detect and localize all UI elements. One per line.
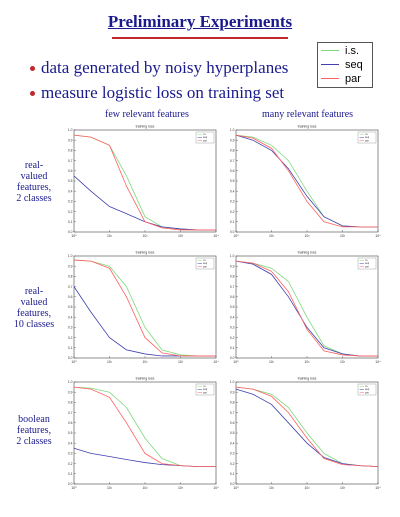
y-tick-label: 0.2 bbox=[229, 335, 235, 340]
legend-item-seq bbox=[321, 58, 363, 71]
x-tick-label: 10¹ bbox=[268, 234, 275, 238]
y-tick-label: 0.5 bbox=[67, 305, 73, 310]
y-tick-label: 0.9 bbox=[229, 390, 235, 395]
x-tick-label: 10⁰ bbox=[233, 486, 239, 490]
row-label-line: features, bbox=[16, 308, 52, 319]
plot-title: training loss bbox=[135, 250, 155, 255]
row-label-line: features, bbox=[16, 425, 52, 436]
plot-many-real-10 bbox=[224, 246, 382, 368]
mini-legend-label: seq bbox=[203, 262, 208, 266]
y-tick-label: 0.2 bbox=[67, 335, 73, 340]
plot-few-real-2 bbox=[62, 120, 220, 242]
row-label-line: boolean bbox=[18, 414, 50, 425]
x-tick-label: 10⁴ bbox=[375, 234, 381, 238]
y-tick-label: 0.4 bbox=[229, 315, 235, 320]
y-tick-label: 0.4 bbox=[67, 315, 73, 320]
y-tick-label: 0.6 bbox=[67, 421, 73, 425]
mini-legend-label: par bbox=[365, 139, 369, 143]
mini-legend-label: par bbox=[365, 265, 369, 269]
plot-title: training loss bbox=[297, 376, 317, 381]
y-tick-label: 0.0 bbox=[67, 356, 73, 361]
y-tick-label: 0.4 bbox=[229, 441, 235, 446]
y-tick-label: 0.1 bbox=[229, 472, 235, 476]
y-tick-label: 0.7 bbox=[229, 158, 235, 163]
y-tick-label: 0.2 bbox=[67, 209, 73, 214]
y-tick-label: 0.5 bbox=[229, 431, 235, 436]
y-tick-label: 1.0 bbox=[229, 380, 235, 385]
row-label-line: valued bbox=[20, 171, 48, 182]
y-tick-label: 0.9 bbox=[67, 138, 73, 143]
plot-title: training loss bbox=[135, 376, 155, 381]
bullet-item bbox=[30, 58, 288, 78]
x-tick-label: 10² bbox=[142, 234, 148, 238]
page-title: Preliminary Experiments bbox=[107, 12, 293, 31]
y-tick-label: 0.8 bbox=[67, 274, 73, 279]
y-tick-label: 0.5 bbox=[229, 305, 235, 310]
mini-legend-label: seq bbox=[365, 136, 370, 140]
row-label-2 bbox=[6, 286, 62, 330]
bullet-dot-icon bbox=[30, 66, 35, 71]
mini-legend-label: i.s. bbox=[203, 259, 207, 262]
row-label-line: 2 classes bbox=[16, 193, 52, 204]
mini-legend-label: i.s. bbox=[365, 259, 369, 262]
plot-frame bbox=[74, 382, 216, 484]
plot-frame bbox=[74, 256, 216, 358]
y-tick-label: 0.1 bbox=[229, 220, 235, 224]
legend-label: i.s. bbox=[345, 44, 360, 57]
plot-title: training loss bbox=[297, 124, 317, 129]
legend-label: par bbox=[345, 72, 361, 85]
y-tick-label: 0.0 bbox=[229, 230, 235, 235]
y-tick-label: 0.8 bbox=[229, 274, 235, 279]
y-tick-label: 0.5 bbox=[67, 179, 73, 184]
y-tick-label: 0.5 bbox=[67, 431, 73, 436]
y-tick-label: 0.0 bbox=[229, 482, 235, 487]
y-tick-label: 0.0 bbox=[67, 230, 73, 235]
y-tick-label: 0.3 bbox=[229, 451, 235, 456]
x-tick-label: 10² bbox=[142, 360, 148, 364]
x-tick-label: 10¹ bbox=[268, 486, 275, 490]
y-tick-label: 0.7 bbox=[229, 284, 235, 289]
y-tick-label: 0.1 bbox=[67, 472, 73, 476]
mini-legend-label: seq bbox=[365, 388, 370, 392]
x-tick-label: 10¹ bbox=[268, 360, 275, 364]
x-tick-label: 10⁴ bbox=[375, 360, 381, 364]
x-tick-label: 10⁰ bbox=[233, 360, 239, 364]
bullet-text: measure logistic loss on training set bbox=[41, 83, 285, 102]
legend-label: seq bbox=[345, 58, 363, 71]
row-label-line: 2 classes bbox=[16, 436, 52, 447]
y-tick-label: 0.8 bbox=[229, 400, 235, 405]
y-tick-label: 0.0 bbox=[229, 356, 235, 361]
x-tick-label: 10² bbox=[304, 360, 310, 364]
y-tick-label: 0.2 bbox=[67, 461, 73, 466]
y-tick-label: 1.0 bbox=[67, 128, 73, 133]
y-tick-label: 0.2 bbox=[229, 209, 235, 214]
x-tick-label: 10³ bbox=[177, 234, 184, 238]
y-tick-label: 0.3 bbox=[229, 325, 235, 330]
mini-legend-label: i.s. bbox=[203, 385, 207, 388]
mini-legend-label: par bbox=[365, 391, 369, 395]
bullet-text: data generated by noisy hyperplanes bbox=[41, 58, 289, 77]
plot-frame bbox=[236, 130, 378, 232]
x-tick-label: 10³ bbox=[177, 360, 184, 364]
row-label-1 bbox=[6, 160, 62, 204]
legend-swatch-is bbox=[321, 50, 339, 51]
row-label-line: valued bbox=[20, 297, 48, 308]
x-tick-label: 10¹ bbox=[106, 360, 113, 364]
x-tick-label: 10⁰ bbox=[71, 234, 77, 238]
row-label-line: features, bbox=[16, 182, 52, 193]
plot-title: training loss bbox=[135, 124, 155, 129]
y-tick-label: 0.5 bbox=[229, 179, 235, 184]
x-tick-label: 10² bbox=[304, 486, 310, 490]
column-header-few: few relevant features bbox=[105, 109, 189, 120]
y-tick-label: 0.9 bbox=[229, 138, 235, 143]
y-tick-label: 0.1 bbox=[229, 346, 235, 350]
y-tick-label: 0.7 bbox=[67, 158, 73, 163]
row-label-line: real- bbox=[24, 286, 44, 297]
x-tick-label: 10³ bbox=[339, 486, 346, 490]
plot-frame bbox=[236, 256, 378, 358]
y-tick-label: 0.3 bbox=[229, 199, 235, 204]
y-tick-label: 0.9 bbox=[67, 390, 73, 395]
column-header-many: many relevant features bbox=[262, 109, 354, 120]
y-tick-label: 0.7 bbox=[67, 284, 73, 289]
y-tick-label: 0.6 bbox=[229, 421, 235, 425]
legend-item-par bbox=[321, 72, 361, 85]
mini-legend-label: seq bbox=[365, 262, 370, 266]
mini-legend-label: par bbox=[203, 139, 207, 143]
y-tick-label: 0.6 bbox=[229, 295, 235, 299]
y-tick-label: 0.4 bbox=[67, 189, 73, 194]
plot-title: training loss bbox=[297, 250, 317, 255]
x-tick-label: 10¹ bbox=[106, 234, 113, 238]
x-tick-label: 10⁰ bbox=[71, 360, 77, 364]
x-tick-label: 10⁰ bbox=[71, 486, 77, 490]
y-tick-label: 0.3 bbox=[67, 451, 73, 456]
legend-item-is bbox=[321, 44, 359, 57]
x-tick-label: 10⁴ bbox=[213, 486, 219, 490]
y-tick-label: 1.0 bbox=[67, 380, 73, 385]
y-tick-label: 0.8 bbox=[67, 148, 73, 153]
legend-swatch-seq bbox=[321, 64, 339, 65]
row-label-line: real- bbox=[24, 160, 44, 171]
y-tick-label: 1.0 bbox=[229, 128, 235, 133]
legend bbox=[317, 42, 373, 88]
mini-legend-label: seq bbox=[203, 136, 208, 140]
y-tick-label: 0.7 bbox=[229, 410, 235, 415]
plot-many-real-2 bbox=[224, 120, 382, 242]
y-tick-label: 1.0 bbox=[67, 254, 73, 259]
mini-legend-label: i.s. bbox=[365, 385, 369, 388]
mini-legend-label: seq bbox=[203, 388, 208, 392]
x-tick-label: 10¹ bbox=[106, 486, 113, 490]
x-tick-label: 10⁰ bbox=[233, 234, 239, 238]
bullet-dot-icon bbox=[30, 91, 35, 96]
bullet-item bbox=[30, 83, 284, 103]
plot-few-boolean-2 bbox=[62, 372, 220, 494]
x-tick-label: 10² bbox=[304, 234, 310, 238]
x-tick-label: 10³ bbox=[177, 486, 184, 490]
y-tick-label: 0.7 bbox=[67, 410, 73, 415]
mini-legend-label: par bbox=[203, 265, 207, 269]
y-tick-label: 0.6 bbox=[229, 169, 235, 173]
y-tick-label: 0.0 bbox=[67, 482, 73, 487]
y-tick-label: 0.6 bbox=[67, 169, 73, 173]
y-tick-label: 1.0 bbox=[229, 254, 235, 259]
y-tick-label: 0.6 bbox=[67, 295, 73, 299]
mini-legend-label: par bbox=[203, 391, 207, 395]
y-tick-label: 0.2 bbox=[229, 461, 235, 466]
row-label-3 bbox=[6, 414, 62, 447]
x-tick-label: 10⁴ bbox=[375, 486, 381, 490]
y-tick-label: 0.4 bbox=[67, 441, 73, 446]
y-tick-label: 0.1 bbox=[67, 220, 73, 224]
x-tick-label: 10³ bbox=[339, 234, 346, 238]
y-tick-label: 0.9 bbox=[67, 264, 73, 269]
plot-few-real-10 bbox=[62, 246, 220, 368]
x-tick-label: 10⁴ bbox=[213, 360, 219, 364]
y-tick-label: 0.9 bbox=[229, 264, 235, 269]
x-tick-label: 10⁴ bbox=[213, 234, 219, 238]
y-tick-label: 0.3 bbox=[67, 199, 73, 204]
x-tick-label: 10³ bbox=[339, 360, 346, 364]
plot-many-boolean-2 bbox=[224, 372, 382, 494]
mini-legend-label: i.s. bbox=[365, 133, 369, 136]
legend-swatch-par bbox=[321, 78, 339, 79]
y-tick-label: 0.1 bbox=[67, 346, 73, 350]
mini-legend-label: i.s. bbox=[203, 133, 207, 136]
title-underline bbox=[112, 37, 288, 39]
y-tick-label: 0.3 bbox=[67, 325, 73, 330]
y-tick-label: 0.4 bbox=[229, 189, 235, 194]
x-tick-label: 10² bbox=[142, 486, 148, 490]
y-tick-label: 0.8 bbox=[67, 400, 73, 405]
row-label-line: 10 classes bbox=[13, 319, 55, 330]
y-tick-label: 0.8 bbox=[229, 148, 235, 153]
